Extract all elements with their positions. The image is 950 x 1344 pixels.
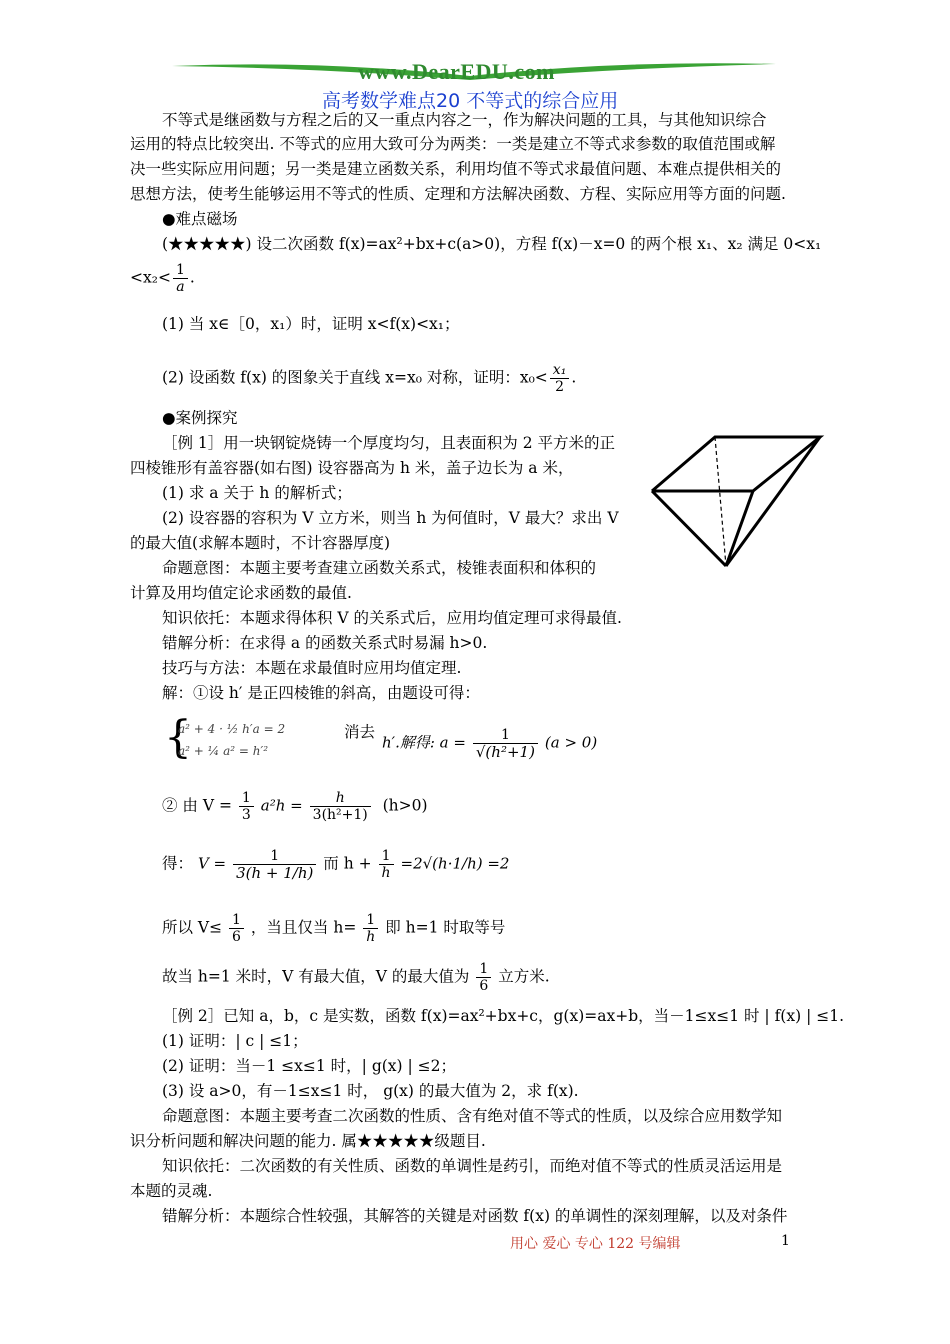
ex1-line-11: 解：①设 h′ 是正四棱锥的斜高，由题设可得： xyxy=(162,684,480,702)
ex2-line-8: 本题的灵魂. xyxy=(130,1182,213,1200)
problem-part-2: (2) 设函数 f(x) 的图象关于直线 x=x₀ 对称，证明：x₀< $\frac{\text{x₁}}{2}$ . xyxy=(162,362,577,395)
ex2-line-7: 知识依托：二次函数的有关性质、函数的单调性是药引，而绝对值不等式的性质灵活运用是 xyxy=(162,1157,783,1175)
ex1-line-2: 四棱锥形有盖容器(如右图) 设容器高为 h 米，盖子边长为 a 米， xyxy=(130,459,574,477)
ex2-line-1: ［例 2］已知 a，b，c 是实数，函数 f(x)=ax²+bx+c，g(x)=ax+b，当－1≤x≤1 时 | f(x) | ≤1. xyxy=(162,1007,844,1025)
ex1-line-6: 命题意图：本题主要考查建立函数关系式，棱锥表面积和体积的 xyxy=(162,559,597,577)
ex2-line-4: (3) 设 a>0，有－1≤x≤1 时， g(x) 的最大值为 2，求 f(x). xyxy=(162,1082,579,1100)
ex2-line-9: 错解分析：本题综合性较强，其解答的关键是对函数 f(x) 的单调性的深刻理解，以及对条件 xyxy=(162,1207,788,1225)
intro-line-3: 决一些实际应用问题；另一类是建立函数关系，利用均值不等式求最值问题、本难点提供相关的 xyxy=(130,160,782,178)
section-heading-magnet: ●难点磁场 xyxy=(162,210,238,228)
problem-line-2: <x₂< $\frac{1}{a}$ . xyxy=(130,262,195,295)
intro-line-1: 不等式是继函数与方程之后的又一重点内容之一，作为解决问题的工具，与其他知识综合 xyxy=(162,111,767,129)
ex2-line-6: 识分析问题和解决问题的能力. 属★★★★★级题目. xyxy=(130,1132,486,1150)
ex1-line-8: 知识依托：本题求得体积 V 的关系式后，应用均值定理可求得最值. xyxy=(162,609,622,627)
system-eq-1: a² + 4 · ½ h′a = 2 xyxy=(178,722,286,736)
ex2-line-5: 命题意图：本题主要考查二次函数的性质、含有绝对值不等式的性质，以及综合应用数学知 xyxy=(162,1107,783,1125)
system-eq-2: a² + ¼ a² = h′² xyxy=(178,744,269,758)
ex1-line-10: 技巧与方法：本题在求最值时应用均值定理. xyxy=(162,659,462,677)
page-title: 高考数学难点20 不等式的综合应用 xyxy=(322,90,619,112)
system-brace: { xyxy=(164,712,192,763)
ex1-line-1: ［例 1］用一块钢锭烧铸一个厚度均匀，且表面积为 2 平方米的正 xyxy=(162,434,616,452)
ex1-line-3: (1) 求 a 关于 h 的解析式； xyxy=(162,484,352,502)
ex2-line-3: (2) 证明：当－1 ≤x≤1 时，| g(x) | ≤2； xyxy=(162,1057,457,1075)
ex1-line-4: (2) 设容器的容积为 V 立方米，则当 h 为何值时，V 最大？求出 V xyxy=(162,509,619,527)
intro-line-4: 思想方法，使考生能够运用不等式的性质、定理和方法解决函数、方程、实际应用等方面的问题. xyxy=(130,185,786,203)
problem-line-1: (★★★★★) 设二次函数 f(x)=ax²+bx+c(a>0)，方程 f(x)－x=0 的两个根 x₁、x₂ 满足 0<x₁ xyxy=(162,235,822,253)
problem-part-1: (1) 当 x∈［0，x₁）时，证明 x<f(x)<x₁； xyxy=(162,315,460,333)
intro-line-2: 运用的特点比较突出. 不等式的应用大致可分为两类：一类是建立不等式求参数的取值范围或解 xyxy=(130,135,776,153)
eliminate-label: 消去 xyxy=(344,723,376,741)
ex1-line-7: 计算及用均值定论求函数的最值. xyxy=(130,584,352,602)
footer-text: 用心 爱心 专心 122 号编辑 xyxy=(510,1236,681,1252)
volume-conclusion: 故当 h=1 米时，V 有最大值，V 的最大值为 $\frac{1}{6}$ 立方米. xyxy=(162,961,550,994)
solve-a: h′.解得: a = $\frac{1}{\text{√(h²+1)}}$ (a > 0) xyxy=(382,727,598,761)
ex2-line-2: (1) 证明：| c | ≤1； xyxy=(162,1032,308,1050)
section-heading-cases: ●案例探究 xyxy=(162,409,238,427)
site-url[interactable]: www.DearEDU.com xyxy=(358,59,555,84)
page-number: 1 xyxy=(781,1233,790,1249)
ex1-line-9: 错解分析：在求得 a 的函数关系式时易漏 h>0. xyxy=(162,634,488,652)
ex1-line-5: 的最大值(求解本题时，不计容器厚度) xyxy=(130,534,391,552)
pyramid-figure xyxy=(648,433,828,569)
volume-bound: 所以 V≤ $\frac{1}{6}$ ，当且仅当 h= $\frac{1}{h}$ 即 h=1 时取等号 xyxy=(162,912,506,945)
volume-formula: ② 由 V = $\frac{1}{3}$ a²h = $\frac{h}{\text{3(h²+1)}}$ (h>0) xyxy=(162,790,428,823)
volume-derivation: 得： V = $\frac{1}{3(h + 1/h)}$ 而 h + $\frac{1}{h}$ =2√(h·1/h) =2 xyxy=(162,848,510,882)
